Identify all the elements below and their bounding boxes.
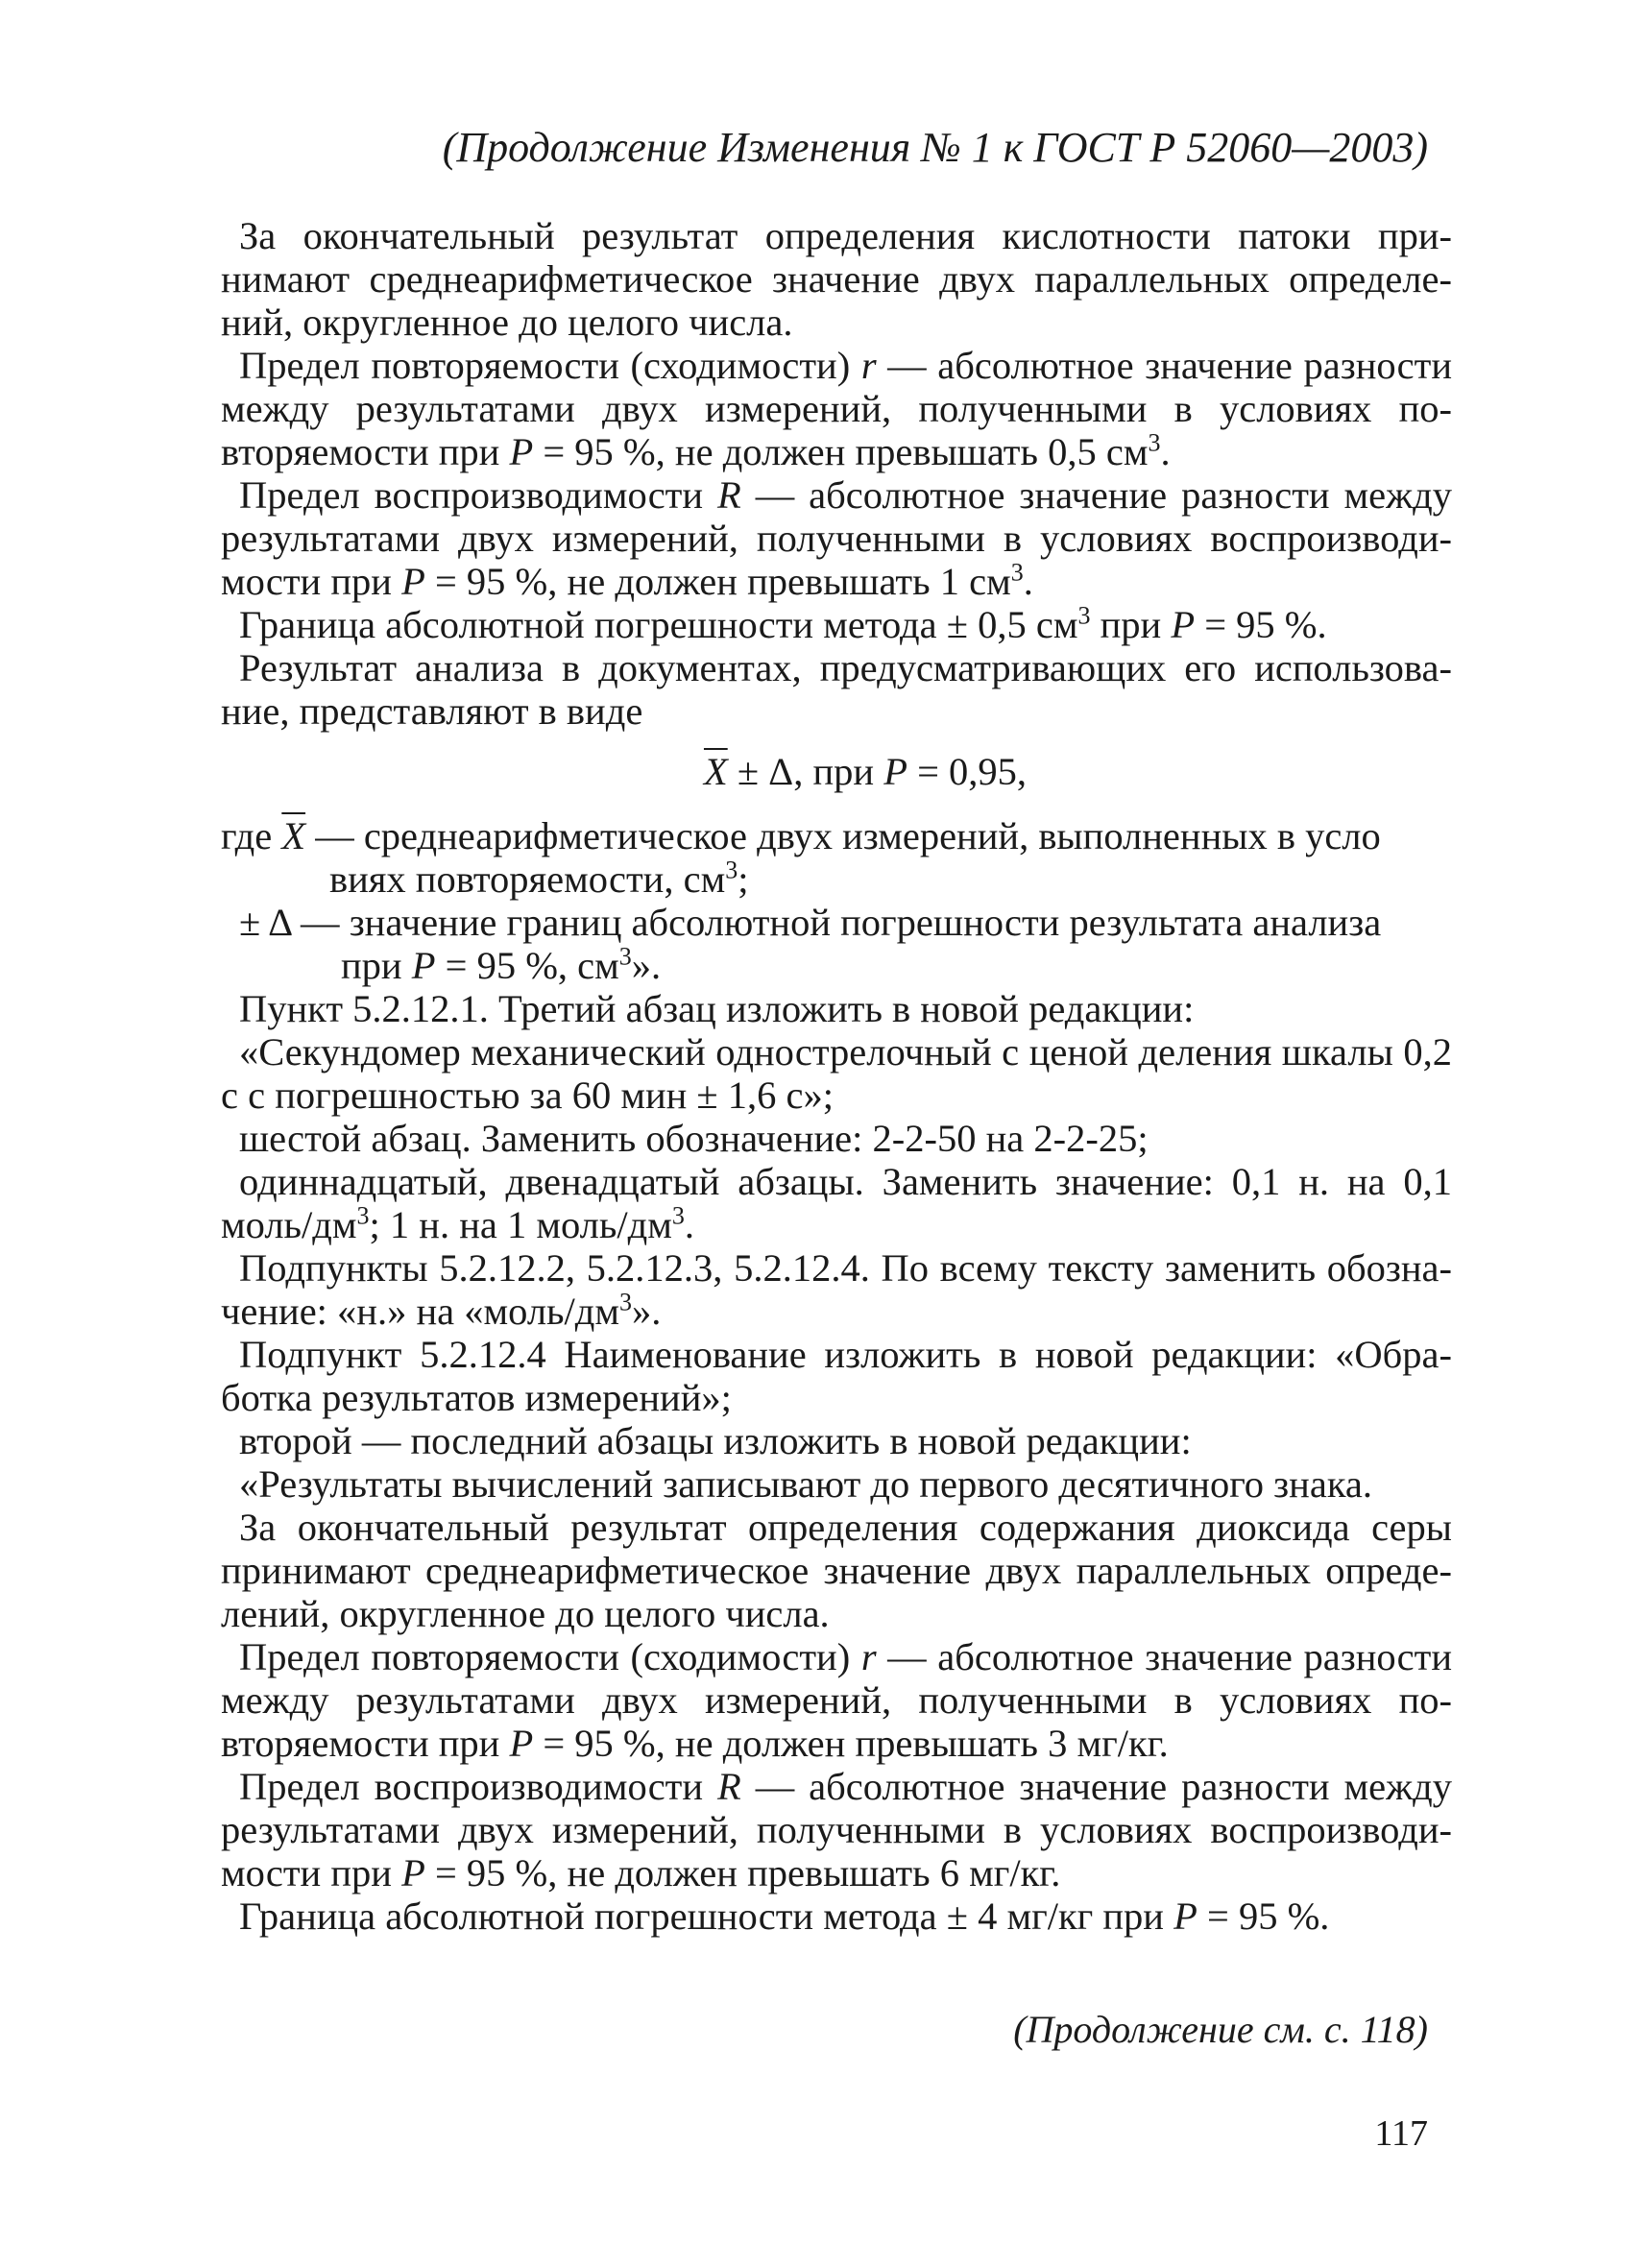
text-run: ± Δ, при: [727, 750, 884, 793]
page-number: 117: [1374, 2113, 1428, 2154]
text-run: ».: [631, 944, 662, 987]
paragraph-1: За окончательный результат определения кислотности патоки принимают среднеарифметическое значение двух параллельных определений, округленное до целого числа.: [221, 214, 1452, 344]
paragraph-12: второй — последний абзацы изложить в новой редакции:: [239, 1419, 1192, 1462]
symbol-r: r: [860, 1635, 877, 1678]
text-run: — абсолютное значение разности между результатами двух измерений, полученными в условиях повторяемости при: [221, 1635, 1452, 1765]
text-run: Граница абсолютной погрешности метода ± 0,5 см: [239, 603, 1078, 646]
paragraph-16: [221, 1765, 1452, 1894]
paragraph-4: [221, 603, 1452, 646]
text-run: где: [221, 814, 282, 857]
definition-line: [221, 944, 1452, 987]
paragraph-17: [221, 1894, 1452, 1938]
superscript: 3: [618, 942, 632, 971]
paragraph-5: Результат анализа в документах, предусматривающих его использование, представляют в виде: [221, 646, 1452, 733]
definition-delta: [221, 901, 1452, 987]
superscript: 3: [1010, 558, 1024, 587]
formula: [221, 750, 1452, 793]
text-run: — абсолютное значение разности между результатами двух измерений, полученными в условиях воспроизводимости при: [221, 1765, 1452, 1894]
paragraph-11: Подпункт 5.2.12.4 Наименование изложить в новой редакции: «Обработка результатов измерений»;: [221, 1333, 1452, 1419]
definitions: [221, 814, 1452, 987]
text-run: ;: [738, 857, 749, 901]
body-text: [221, 214, 1452, 1938]
text-run: ± Δ —: [239, 901, 340, 944]
continuation-note: (Продолжение см. с. 118): [1013, 2008, 1428, 2051]
text-run: ».: [632, 1290, 662, 1333]
text-run: .: [1160, 430, 1171, 473]
symbol-p: P: [1171, 603, 1196, 646]
symbol-r-upper: R: [717, 1765, 741, 1808]
text-run: .: [1023, 560, 1033, 603]
text-run: Граница абсолютной погрешности метода ± 4 мг/кг при: [239, 1894, 1174, 1938]
definition-x-bar: [221, 814, 1452, 901]
symbol-p: P: [1173, 1894, 1197, 1938]
text-run: = 95 %.: [1197, 1894, 1330, 1938]
symbol-p: P: [401, 560, 425, 603]
superscript: 3: [1077, 601, 1091, 630]
text-run: .: [684, 1203, 694, 1246]
paragraph-10: [221, 1246, 1452, 1333]
paragraph-7: «Секундомер механический однострелочный с ценой деления шкалы 0,2 с с погрешностью за 60 мин ± 1,6 с»;: [221, 1030, 1452, 1117]
paragraph-6: Пункт 5.2.12.1. Третий абзац изложить в новой редакции:: [239, 987, 1195, 1030]
text-run: виях повторяемости, см: [329, 857, 726, 901]
superscript: 3: [619, 1288, 633, 1316]
running-header: (Продолжение Изменения № 1 к ГОСТ Р 52060—2003): [442, 124, 1428, 171]
definition-line: [221, 814, 1452, 857]
text-run: Подпункты 5.2.12.2, 5.2.12.3, 5.2.12.4. По всему тексту заменить обозначение: «н.» на «моль/дм: [221, 1246, 1452, 1333]
superscript: 3: [1148, 428, 1161, 457]
text-run: Предел повторяемости (сходимости): [239, 1635, 861, 1678]
text-run: = 0,95,: [907, 750, 1028, 793]
symbol-p: P: [401, 1851, 425, 1894]
text-run: = 95 %.: [1195, 603, 1327, 646]
paragraph-13: «Результаты вычислений записывают до первого десятичного знака.: [239, 1462, 1372, 1506]
text-run: при: [341, 944, 412, 987]
paragraph-9: [221, 1160, 1452, 1246]
text-run: —: [305, 814, 354, 857]
superscript: 3: [356, 1201, 370, 1230]
text-run: среднеарифметическое двух измерений, выполненных в усло: [363, 814, 1381, 857]
paragraph-14: За окончательный результат определения содержания диоксида серы принимают среднеарифметическое значение двух параллельных определений, округленное до целого числа.: [221, 1506, 1452, 1635]
text-run: значение границ абсолютной погрешности результата анализа: [339, 901, 1382, 944]
text-run: Предел повторяемости (сходимости): [239, 344, 861, 387]
paragraph-3: [221, 473, 1452, 603]
symbol-p: P: [509, 430, 534, 473]
text-run: = 95 %, не должен превышать 0,5 см: [533, 430, 1149, 473]
symbol-x-bar: $\overline{X}$: [703, 750, 728, 793]
text-run: — абсолютное значение разности между результатами двух измерений, полученными в условиях воспроизводимости при: [221, 473, 1452, 603]
symbol-p: P: [509, 1722, 534, 1765]
text-run: = 95 %, не должен превышать 1 см: [424, 560, 1011, 603]
paragraph-2: [221, 344, 1452, 473]
text-run: = 95 %, см: [435, 944, 619, 987]
text-run: Предел воспроизводимости: [239, 473, 718, 517]
symbol-r: r: [860, 344, 877, 387]
symbol-x-bar: $\overline{X}$: [281, 814, 306, 857]
text-run: Предел воспроизводимости: [239, 1765, 718, 1808]
text-run: = 95 %, не должен превышать 3 мг/кг.: [533, 1722, 1169, 1765]
text-run: ; 1 н. на 1 моль/дм: [369, 1203, 672, 1246]
text-run: одиннадцатый, двенадцатый абзацы. Заменить значение: 0,1 н. на 0,1 моль/дм: [221, 1160, 1452, 1246]
text-run: — абсолютное значение разности между результатами двух измерений, полученными в условиях повторяемости при: [221, 344, 1452, 473]
symbol-p: P: [883, 750, 907, 793]
symbol-p: P: [411, 944, 436, 987]
symbol-r-upper: R: [717, 473, 741, 517]
definition-line: [221, 901, 1452, 944]
definition-line: [221, 857, 1452, 901]
superscript: 3: [671, 1201, 685, 1230]
paragraph-8: шестой абзац. Заменить обозначение: 2-2-50 на 2-2-25;: [239, 1117, 1149, 1160]
text-run: при: [1090, 603, 1172, 646]
paragraph-15: [221, 1635, 1452, 1765]
superscript: 3: [725, 856, 738, 884]
text-run: = 95 %, не должен превышать 6 мг/кг.: [424, 1851, 1061, 1894]
